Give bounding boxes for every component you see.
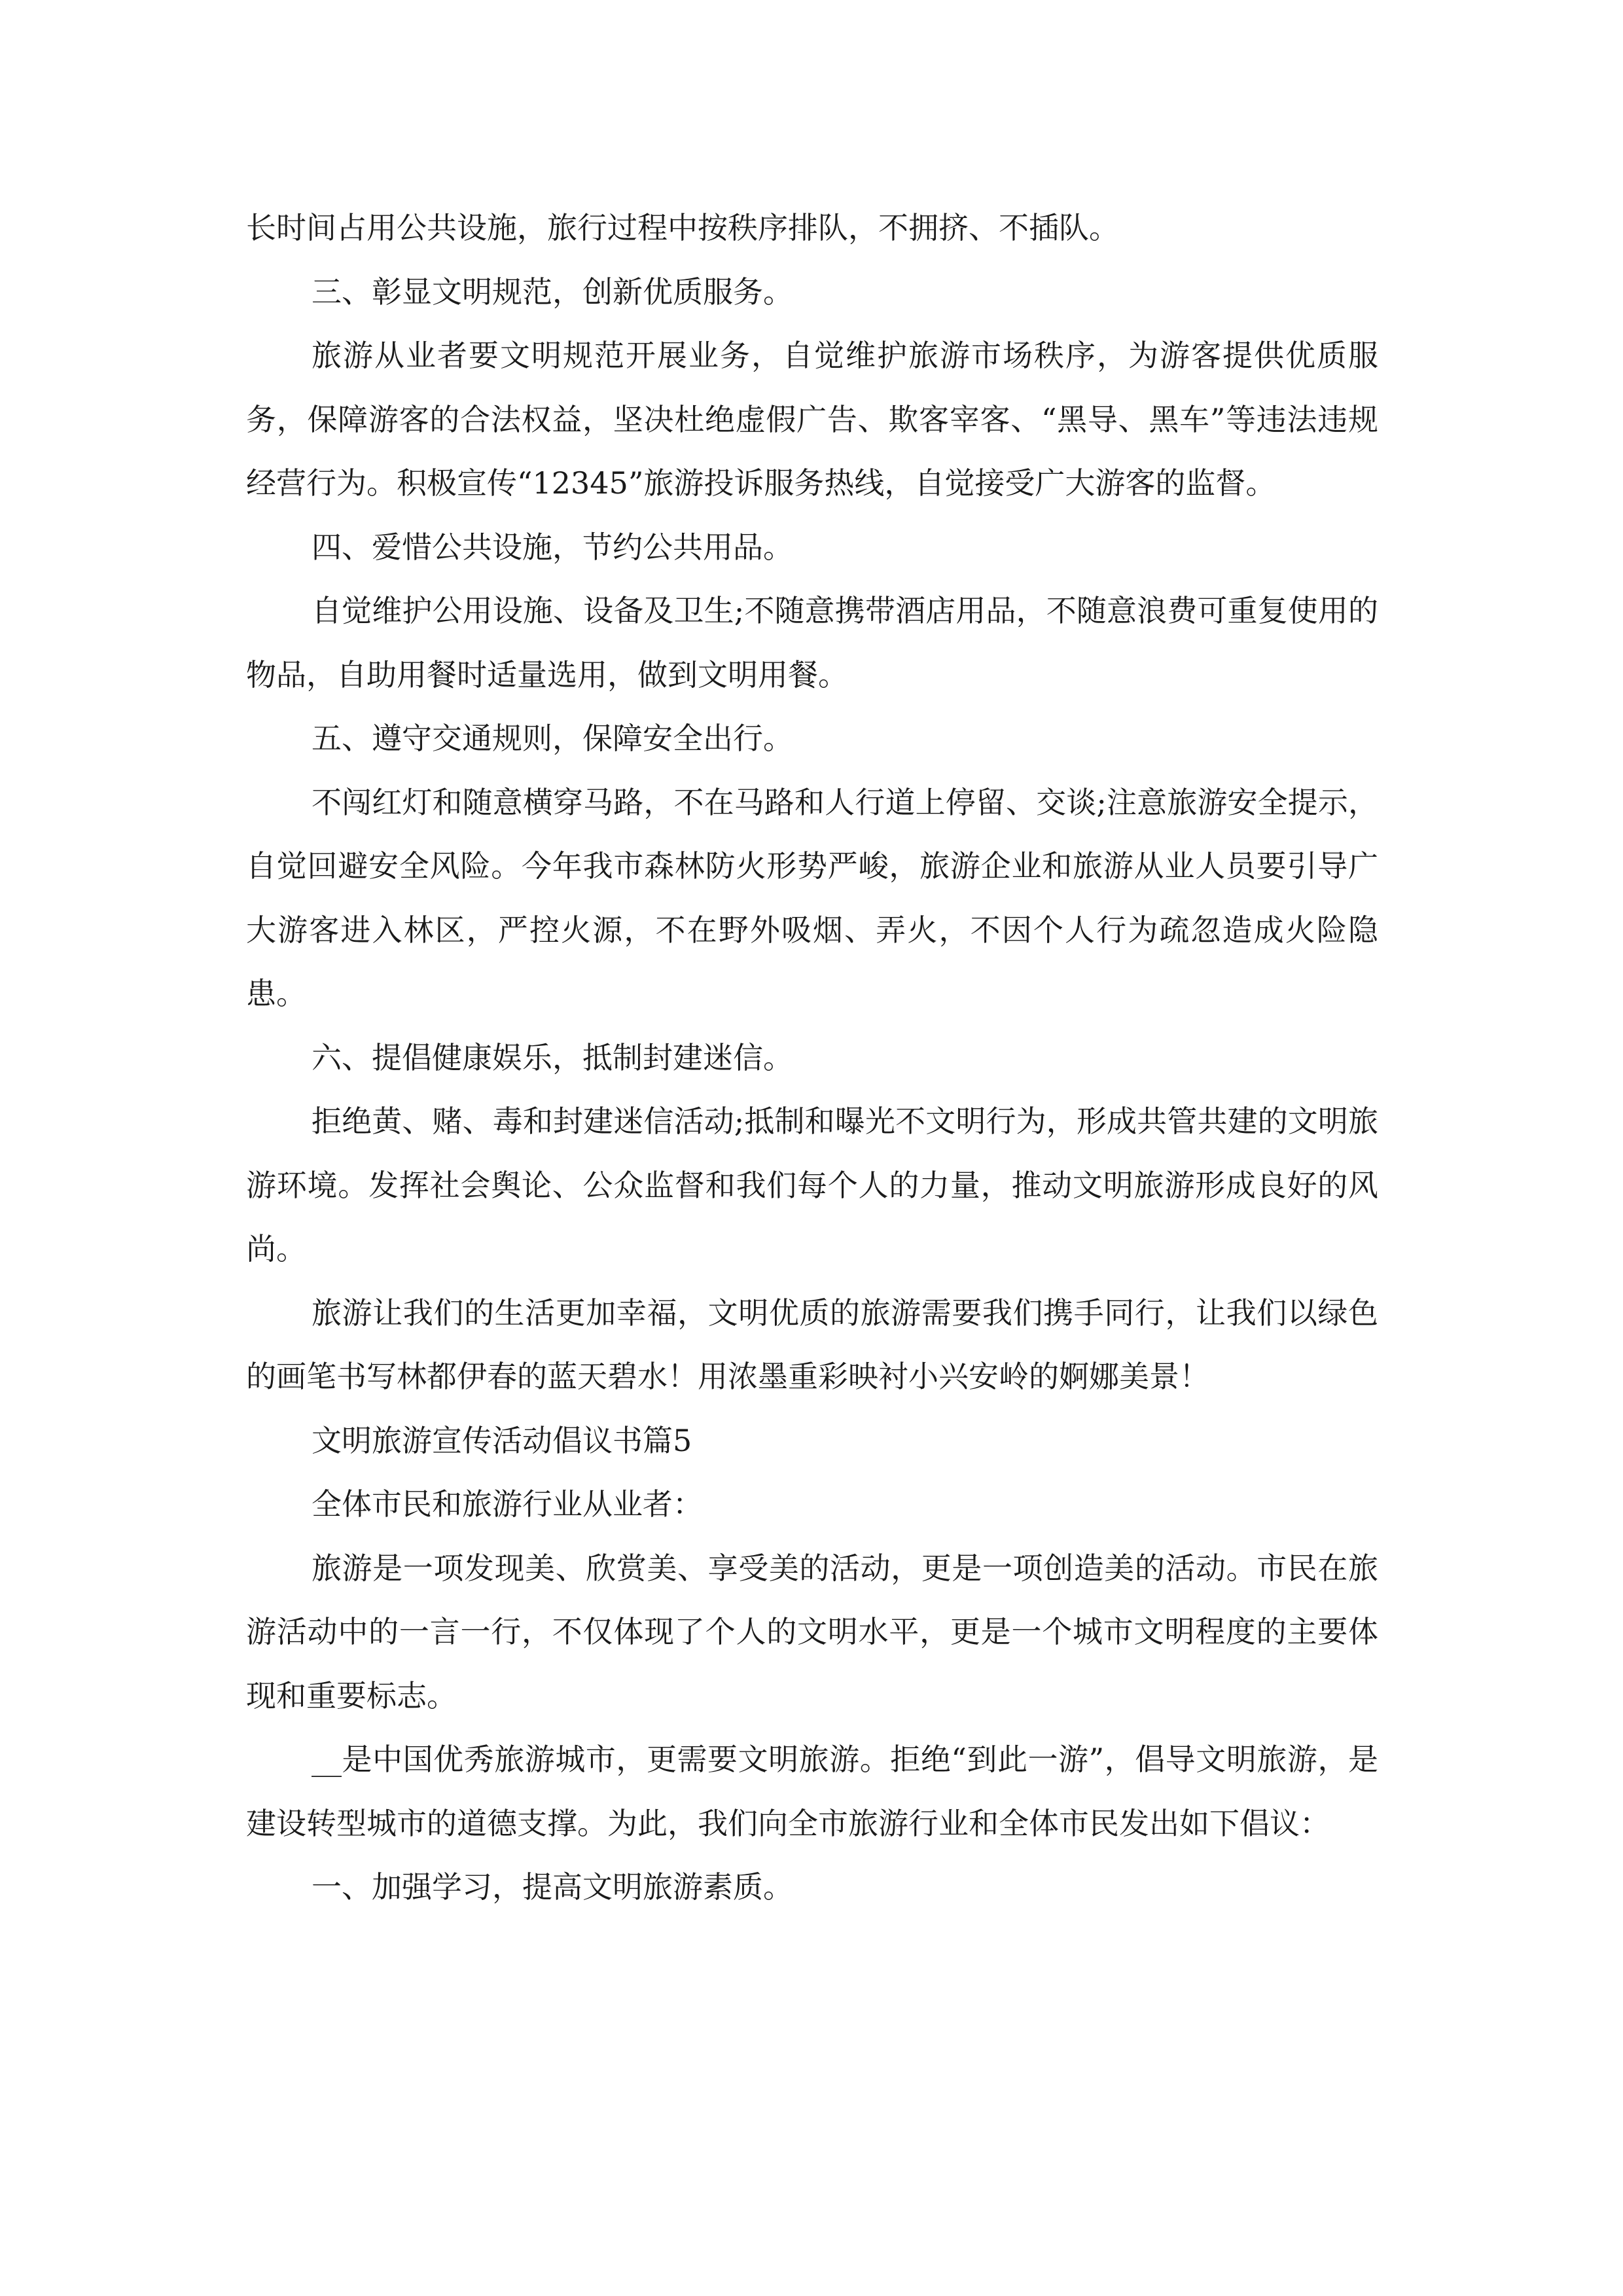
section-heading-4: 四、爱惜公共设施，节约公共用品。 bbox=[312, 529, 793, 565]
paragraph: 旅游让我们的生活更加幸福，文明优质的旅游需要我们携手同行，让我们以绿色的画笔书写林都伊春的蓝天碧水！用浓墨重彩映衬小兴安岭的婀娜美景！ bbox=[246, 1295, 1378, 1394]
section-heading-1: 一、加强学习，提高文明旅游素质。 bbox=[312, 1869, 793, 1905]
paragraph: 旅游从业者要文明规范开展业务，自觉维护旅游市场秩序，为游客提供优质服务，保障游客的合法权益，坚决杜绝虚假广告、欺客宰客、“黑导、黑车”等违法违规经营行为。积极宣传“12345”旅游投诉服务热线，自觉接受广大游客的监督。 bbox=[246, 338, 1378, 501]
section-heading-3: 三、彰显文明规范，创新优质服务。 bbox=[312, 274, 793, 310]
paragraph: 自觉维护公用设施、设备及卫生;不随意携带酒店用品，不随意浪费可重复使用的物品，自助用餐时适量选用，做到文明用餐。 bbox=[246, 593, 1378, 692]
salutation: 全体市民和旅游行业从业者： bbox=[312, 1486, 703, 1522]
paragraph: 不闯红灯和随意横穿马路，不在马路和人行道上停留、交谈;注意旅游安全提示，自觉回避安全风险。今年我市森林防火形势严峻，旅游企业和旅游从业人员要引导广大游客进入林区，严控火源，不在野外吸烟、弄火，不因个人行为疏忽造成火险隐患。 bbox=[246, 784, 1378, 1011]
paragraph: 拒绝黄、赌、毒和封建迷信活动;抵制和曝光不文明行为，形成共管共建的文明旅游环境。发挥社会舆论、公众监督和我们每个人的力量，推动文明旅游形成良好的风尚。 bbox=[246, 1103, 1378, 1266]
document-subtitle: 文明旅游宣传活动倡议书篇5 bbox=[312, 1422, 692, 1458]
paragraph-continuation: 长时间占用公共设施，旅行过程中按秩序排队，不拥挤、不插队。 bbox=[246, 210, 1119, 245]
section-heading-6: 六、提倡健康娱乐，抵制封建迷信。 bbox=[312, 1039, 793, 1075]
paragraph: 旅游是一项发现美、欣赏美、享受美的活动，更是一项创造美的活动。市民在旅游活动中的一言一行，不仅体现了个人的文明水平，更是一个城市文明程度的主要体现和重要标志。 bbox=[246, 1550, 1378, 1713]
paragraph: __是中国优秀旅游城市，更需要文明旅游。拒绝“到此一游”，倡导文明旅游，是建设转型城市的道德支撑。为此，我们向全市旅游行业和全体市民发出如下倡议： bbox=[246, 1742, 1378, 1841]
document-page bbox=[246, 196, 1378, 1920]
section-heading-5: 五、遵守交通规则，保障安全出行。 bbox=[312, 721, 793, 756]
